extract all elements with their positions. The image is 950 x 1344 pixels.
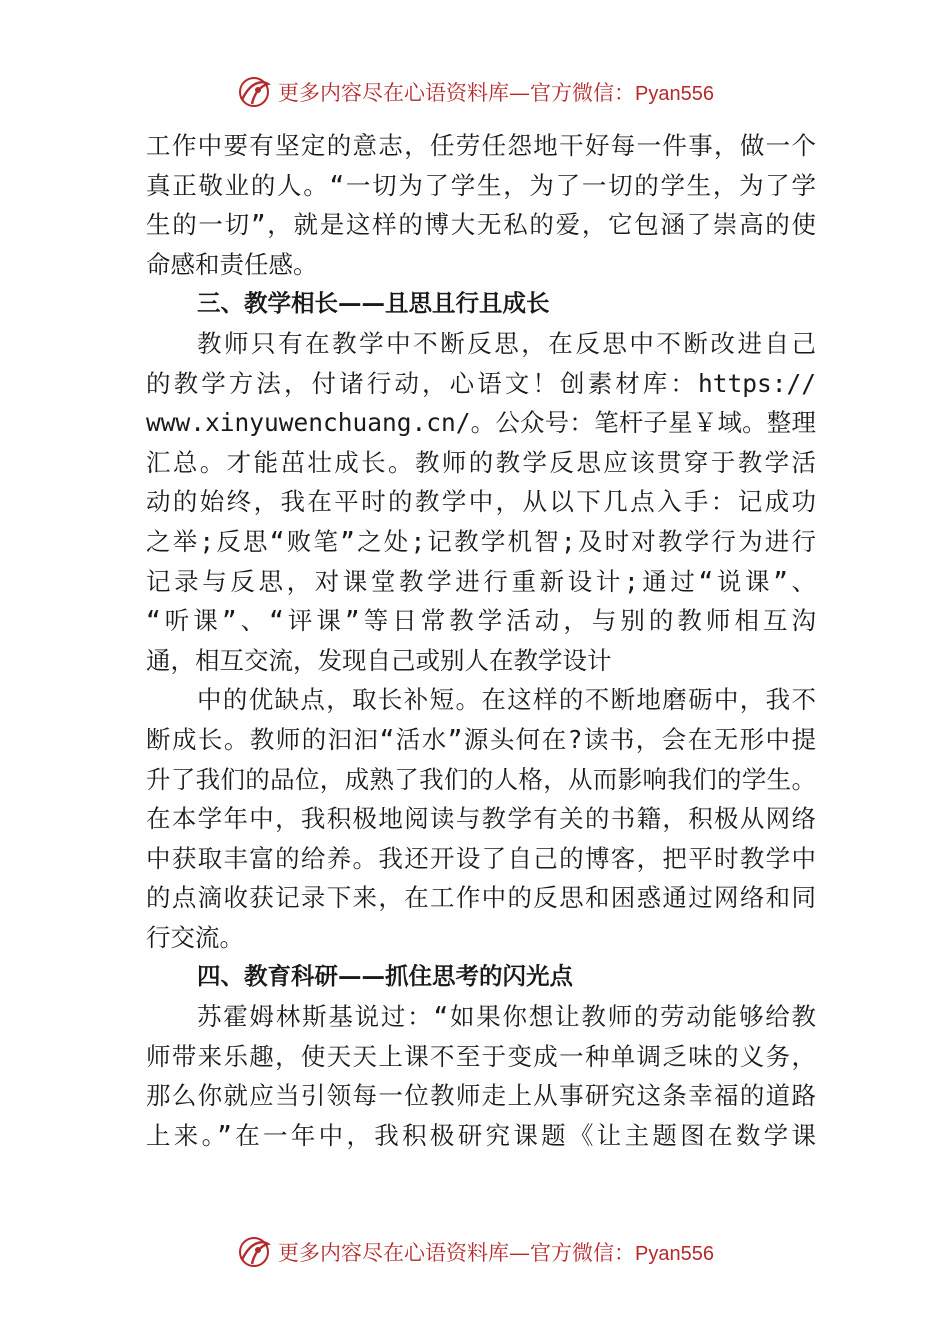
text-line: 通，相互交流，发现自己或别人在教学设计 (146, 645, 612, 675)
banner-text: 更多内容尽在心语资料库—官方微信：Pyan556 (278, 81, 714, 105)
header-banner (0, 72, 950, 112)
section-heading-4: 四、教育科研——抓住思考的闪光点 (197, 962, 573, 991)
document-body (146, 126, 816, 1155)
text-line: 断成长。教师的汩汩“活水”源头何在?读书，会在无形中提 (146, 724, 816, 754)
text-line: 生的一切”，就是这样的博大无私的爱，它包涵了崇高的使 (146, 210, 816, 240)
text-line: 那么你就应当引领每一位教师走上从事研究这条幸福的道路 (146, 1081, 816, 1111)
wechat-id: Pyan556 (635, 83, 714, 105)
text-line: 在本学年中，我积极地阅读与教学有关的书籍，积极从网络 (146, 804, 816, 834)
text-line: 上来。”在一年中，我积极研究课题《让主题图在数学课 (146, 1120, 816, 1150)
text-line: 汇总。才能茁壮成长。教师的教学反思应该贯穿于教学活 (146, 447, 816, 477)
text-line: 动的始终，我在平时的教学中，从以下几点入手：记成功 (146, 487, 816, 517)
section-heading-3: 三、教学相长——且思且行且成长 (197, 289, 550, 318)
text-line: 中的优缺点，取长补短。在这样的不断地磨砺中，我不 (197, 685, 816, 715)
text-line: 中获取丰富的给养。我还开设了自己的博客，把平时教学中 (146, 843, 816, 873)
text-line: www.xinyuwenchuang.cn/。公众号：笔杆子星￥域。整理 (146, 408, 816, 438)
text-line: 师带来乐趣，使天天上课不至于变成一种单调乏味的义务， (146, 1041, 816, 1071)
logo-icon (236, 1234, 272, 1270)
text-line: 的点滴收获记录下来，在工作中的反思和困惑通过网络和同 (146, 883, 816, 913)
logo-icon (236, 74, 272, 110)
text-line: 命感和责任感。 (146, 249, 318, 279)
text-line: 记录与反思，对课堂教学进行重新设计;通过“说课”、 (146, 566, 816, 596)
text-line: 之举;反思“败笔”之处;记教学机智;及时对教学行为进行 (146, 526, 816, 556)
text-line: 升了我们的品位，成熟了我们的人格，从而影响我们的学生。 (146, 764, 816, 794)
text-line: 真正敬业的人。“一切为了学生，为了一切的学生，为了学 (146, 170, 816, 200)
text-line: 行交流。 (146, 922, 244, 952)
wechat-id: Pyan556 (635, 1243, 714, 1265)
text-line: “听课”、“评课”等日常教学活动，与别的教师相互沟 (146, 606, 816, 636)
footer-banner (0, 1232, 950, 1272)
banner-text: 更多内容尽在心语资料库—官方微信：Pyan556 (278, 1241, 714, 1265)
text-line: 的教学方法，付诸行动，心语文！创素材库：https:// (146, 368, 816, 398)
text-line: 苏霍姆林斯基说过：“如果你想让教师的劳动能够给教 (197, 1002, 816, 1032)
text-line: 教师只有在教学中不断反思，在反思中不断改进自己 (197, 328, 816, 358)
text-line: 工作中要有坚定的意志，任劳任怨地干好每一件事，做一个 (146, 131, 816, 160)
